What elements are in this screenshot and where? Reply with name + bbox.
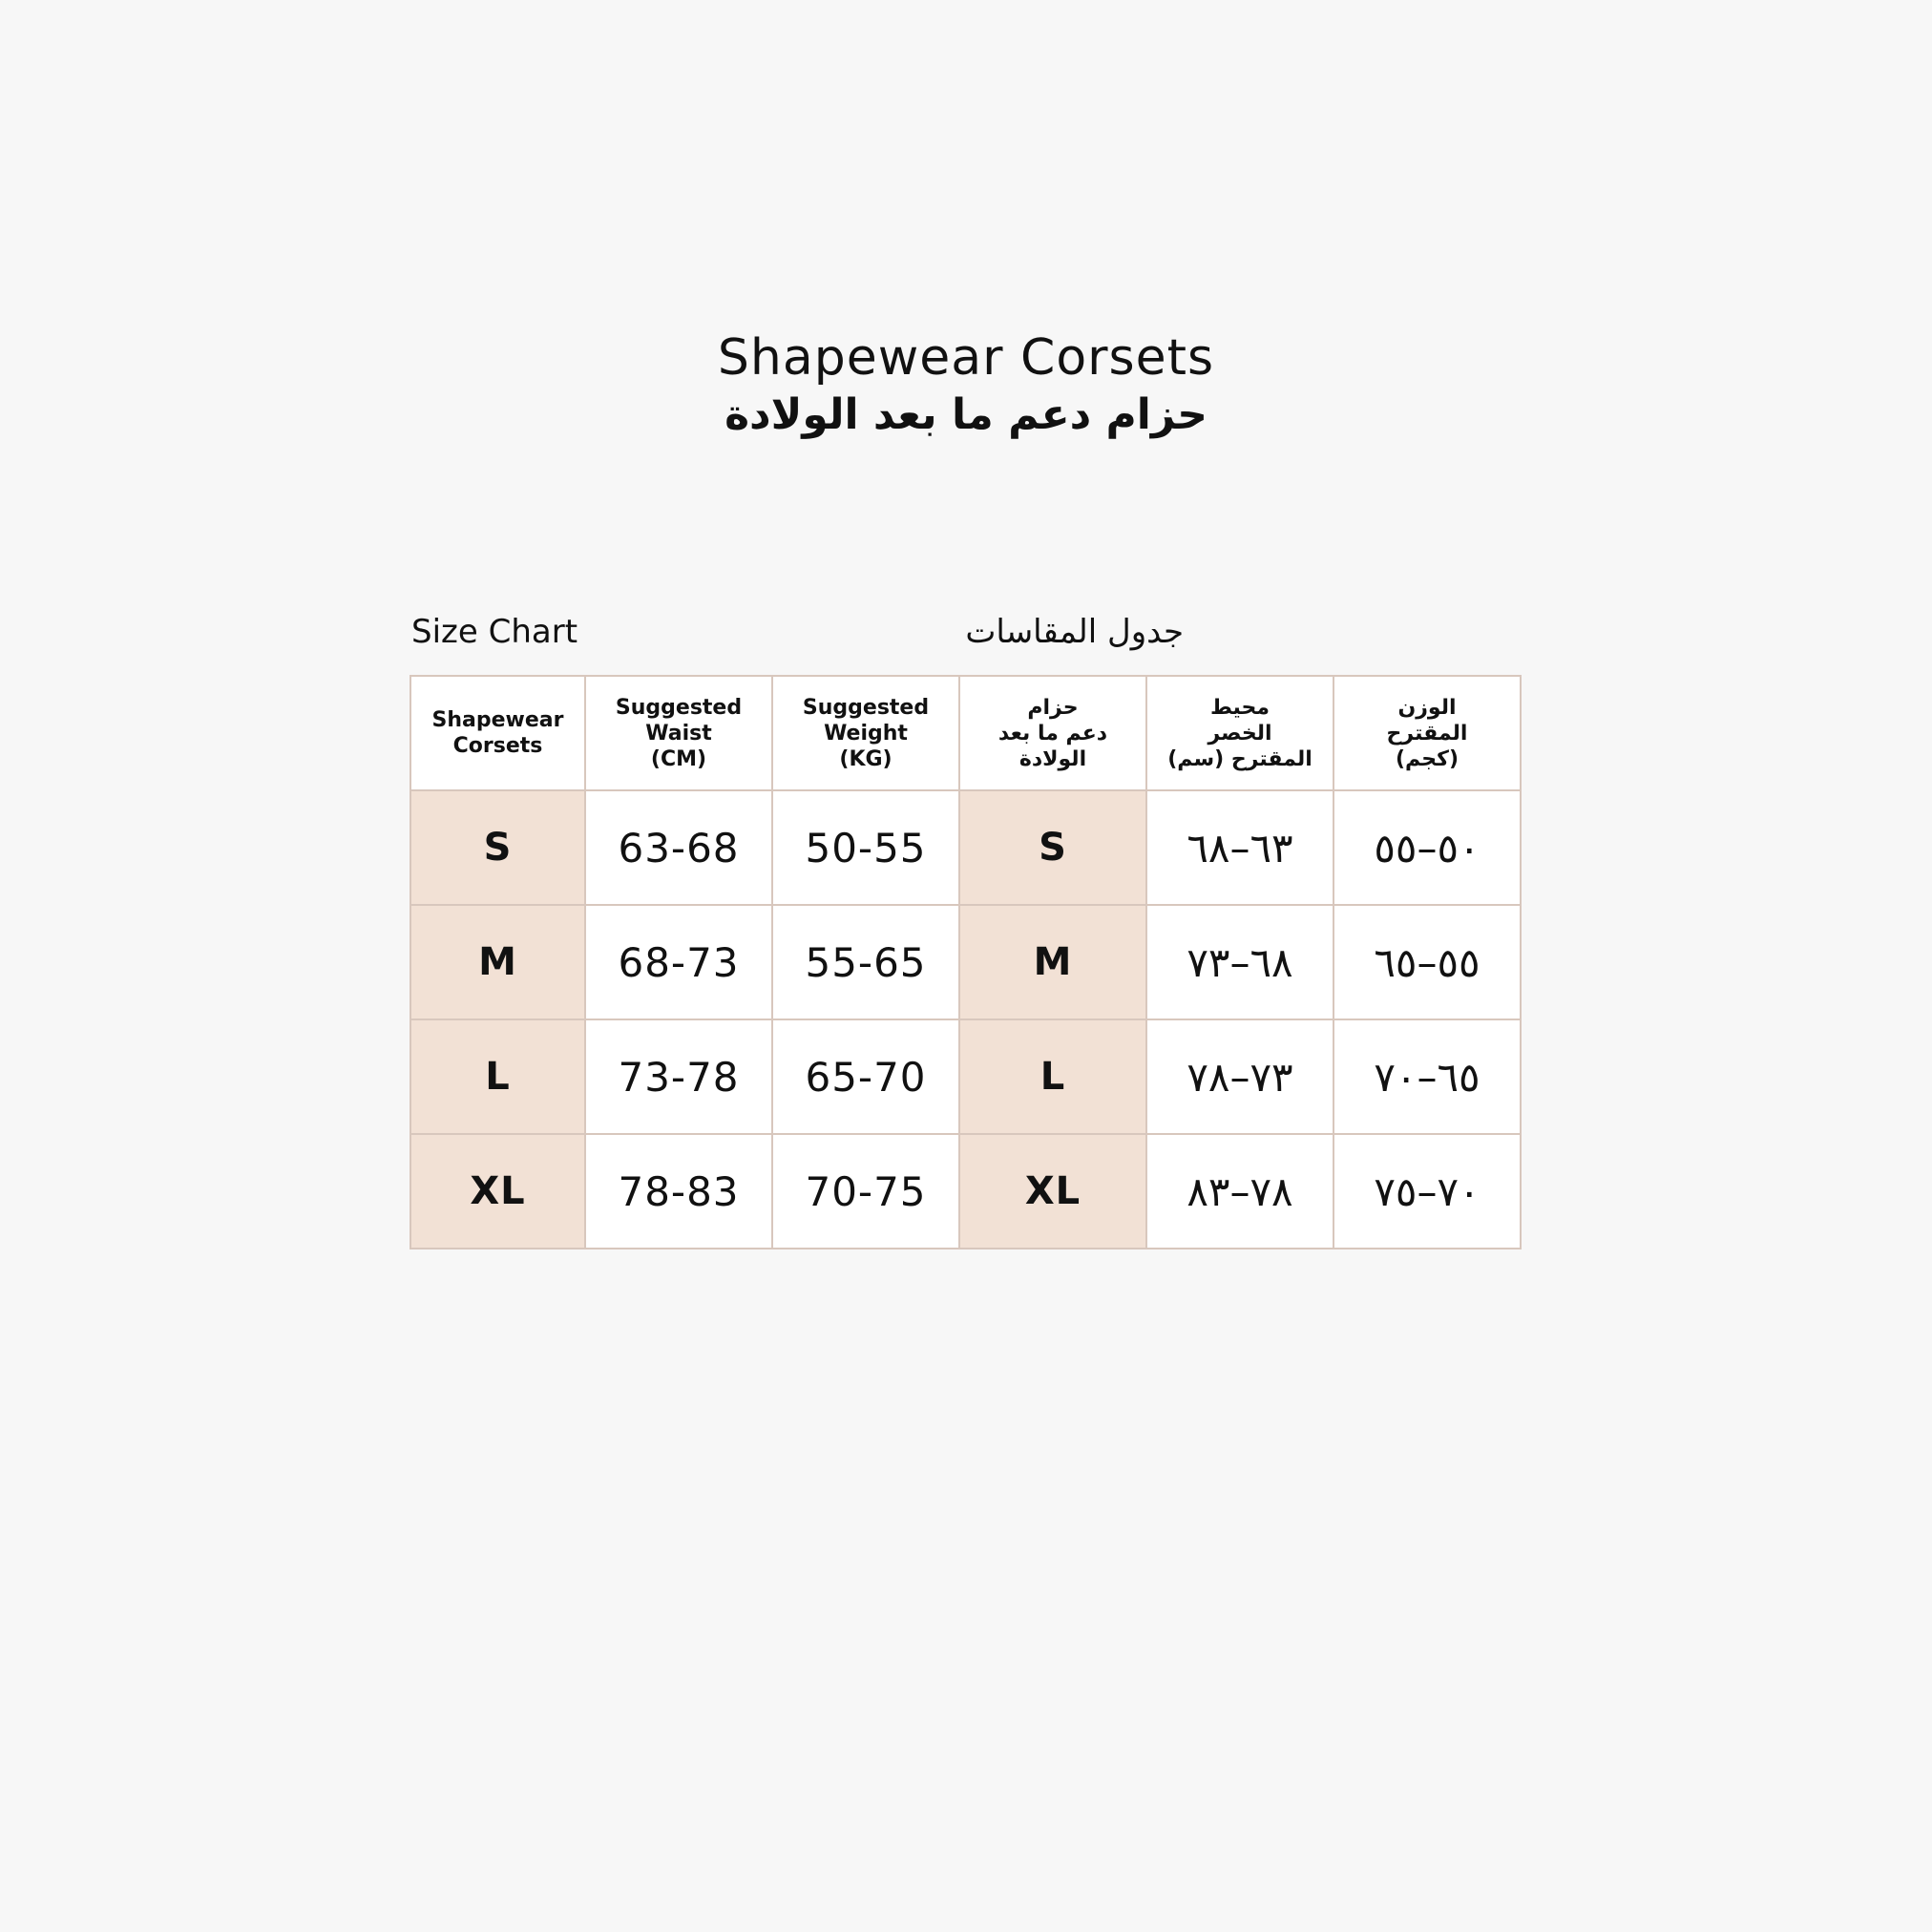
size-chart-table [410,675,1522,1250]
header-line: (كجم) [1395,746,1459,771]
header-size-ar [959,676,1146,790]
header-line: (KG) [839,746,892,771]
header-line: (CM) [650,746,707,771]
header-size-en [410,676,585,790]
header-line: Corsets [452,734,543,758]
header-weight-en [772,676,959,790]
header-line: محيط [1209,695,1270,720]
weight-cell-ar: ٥٠–٥٥ [1334,790,1521,905]
size-cell: M [410,905,585,1019]
header-waist-ar [1146,676,1334,790]
size-chart-caption: Size Chart [411,613,578,651]
weight-cell: 55-65 [772,905,959,1019]
size-cell: S [410,790,585,905]
size-cell: L [410,1019,585,1134]
size-cell-ar: M [959,905,1146,1019]
size-chart-caption-arabic: جدول المقاسات [965,613,1184,651]
weight-cell: 50-55 [772,790,959,905]
header-line: المقترح [1386,721,1468,746]
waist-cell-ar: ٧٨–٨٣ [1146,1134,1334,1249]
header-line: Waist [645,721,712,746]
header-line: الوزن [1397,695,1457,720]
size-cell-ar: L [959,1019,1146,1134]
header-line: حزام [1027,695,1079,720]
table-header-row [410,676,1521,790]
waist-cell: 63-68 [585,790,772,905]
table-row [410,1019,1521,1134]
header-line: الولادة [1018,746,1087,771]
waist-cell-ar: ٦٨–٧٣ [1146,905,1334,1019]
page-title-arabic: حزام دعم ما بعد الولادة [724,390,1208,439]
header-waist-en [585,676,772,790]
header-weight-ar [1334,676,1521,790]
size-cell-ar: XL [959,1134,1146,1249]
header-line: المقترح (سم) [1167,746,1312,771]
weight-cell-ar: ٦٥–٧٠ [1334,1019,1521,1134]
header-line: Shapewear [431,708,564,732]
table-row [410,790,1521,905]
header-line: Suggested [802,695,930,720]
waist-cell: 68-73 [585,905,772,1019]
size-cell: XL [410,1134,585,1249]
header-line: الخصر [1208,721,1272,746]
weight-cell-ar: ٧٠–٧٥ [1334,1134,1521,1249]
weight-cell: 70-75 [772,1134,959,1249]
waist-cell: 73-78 [585,1019,772,1134]
waist-cell-ar: ٧٣–٧٨ [1146,1019,1334,1134]
weight-cell: 65-70 [772,1019,959,1134]
header-line: دعم ما بعد [998,721,1108,746]
table-row [410,905,1521,1019]
weight-cell-ar: ٥٥–٦٥ [1334,905,1521,1019]
waist-cell-ar: ٦٣–٦٨ [1146,790,1334,905]
header-line: Suggested [615,695,743,720]
table-row [410,1134,1521,1249]
header-line: Weight [824,721,908,746]
page-title: Shapewear Corsets [717,329,1215,387]
waist-cell: 78-83 [585,1134,772,1249]
size-cell-ar: S [959,790,1146,905]
